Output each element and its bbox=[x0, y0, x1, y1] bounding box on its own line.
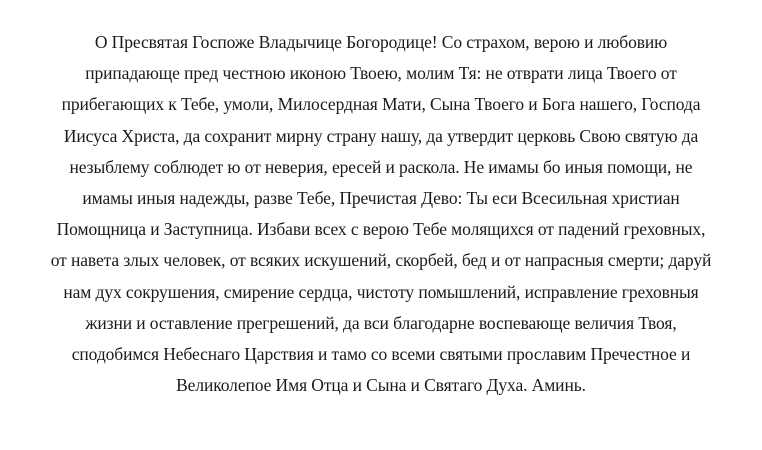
text-line: от навета злых человек, от всяких искушений, скорбей, бед и от напрасныя смерти; даруй bbox=[50, 250, 712, 271]
text-line: сподобимся Небеснаго Царствия и тамо со всеми святыми прославим Пречестное и bbox=[71, 344, 691, 365]
text-line: имамы иныя надежды, разве Тебе, Пречистая Дево: Ты еси Всесильная христиан bbox=[82, 188, 680, 209]
text-line: жизни и оставление прегрешений, да вси благодарне воспевающе величия Твоя, bbox=[85, 312, 677, 333]
text-line: Помощница и Заступница. Избави всех с верою Тебе молящихся от падений греховных, bbox=[56, 219, 706, 240]
text-line: нам дух сокрушения, смирение сердца, чистоту помышлений, исправление греховныя bbox=[63, 281, 699, 302]
text-line: припадающе пред честною иконою Твоею, молим Тя: не отврати лица Твоего от bbox=[85, 63, 677, 84]
prayer-text bbox=[10, 27, 752, 401]
text-line: О Пресвятая Госпоже Владычице Богородице! Со страхом, верою и любовию bbox=[94, 32, 668, 52]
text-line: Иисуса Христа, да сохранит мирну страну нашу, да утвердит церковь Свою святую да bbox=[63, 125, 699, 146]
text-line: незыблему соблюдет ю от неверия, ересей и раскола. Не имамы бо иныя помощи, не bbox=[69, 156, 693, 177]
text-line: прибегающих к Тебе, умоли, Милосердная Мати, Сына Твоего и Бога нашего, Господа bbox=[61, 94, 701, 115]
text-line: Великолепое Имя Отца и Сына и Святаго Духа. Аминь. bbox=[176, 375, 586, 396]
